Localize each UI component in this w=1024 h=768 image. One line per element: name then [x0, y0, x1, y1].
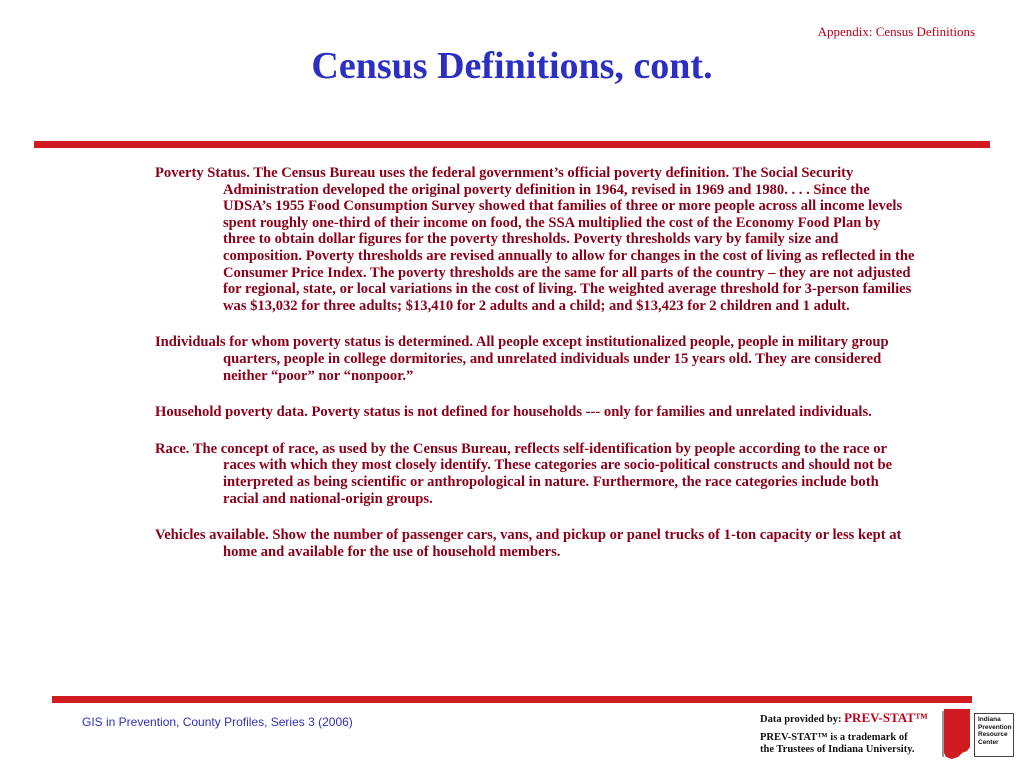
appendix-label: Appendix: Census Definitions [817, 24, 975, 39]
definition-poverty-status: Poverty Status. The Census Bureau uses the federal government’s official poverty definition. The Social Security Administration developed the original poverty definition in 1964, revised in 1969 and 1980. . . . Since the UDSA’s 1955 Food Consumption Survey showed that families of three or more people across all income levels spent roughly one-third of their income on food, the SSA multiplied the cost of the Economy Food Plan by three to obtain dollar figures for the poverty thresholds. Poverty thresholds vary by family size and composition. Poverty thresholds are revised annually to allow for changes in the cost of living as reflected in the Consumer Price Index. The poverty thresholds are the same for all parts of the country – they are not adjusted for regional, state, or local variations in the cost of living. The weighted average threshold for 3-person families was $13,032 for three adults; $13,410 for 2 adults and a child; and $13,423 for 2 children and 1 adult. [155, 165, 915, 314]
logo-text-box [974, 713, 1014, 757]
definition-race: Race. The concept of race, as used by the Census Bureau, reflects self-identification by people according to the race or races with which they most closely identify. These categories are socio-political constructs and should not be interpreted as being scientific or anthropological in nature. Furthermore, the race categories include both racial and national-origin groups. [155, 440, 893, 507]
logo-text-line: Resource [978, 731, 1008, 738]
top-divider [34, 141, 990, 148]
prev-stat-brand: PREV-STAT™ [844, 710, 928, 725]
bottom-divider [52, 696, 972, 703]
iprc-logo [940, 707, 1016, 761]
data-provided-label: Data provided by: [760, 714, 842, 725]
data-credit [760, 710, 940, 756]
definition-household-poverty: Household poverty data. Poverty status is not defined for households --- only for families and unrelated individuals. [155, 404, 872, 421]
definitions-list [155, 165, 915, 580]
definition-vehicles: Vehicles available. Show the number of passenger cars, vans, and pickup or panel trucks of 1-ton capacity or less kept at home and available for the use of household members. [155, 527, 902, 560]
indiana-state-map-icon [940, 707, 974, 761]
page-title: Census Definitions, cont. [311, 45, 713, 87]
definition-individuals: Individuals for whom poverty status is determined. All people except institutionalized people, people in military group quarters, people in college dormitories, and unrelated individuals under 15 years old. They are considered neither “poor” nor “nonpoor.” [155, 334, 889, 384]
series-footer: GIS in Prevention, County Profiles, Series 3 (2006) [82, 715, 353, 729]
logo-text-line: Prevention [978, 723, 1012, 731]
trademark-line-1: PREV-STAT™ is a trademark of [760, 732, 908, 743]
logo-text-line: Center [978, 738, 999, 746]
logo-text-line: Indiana [978, 716, 1001, 723]
trademark-line-2: the Trustees of Indiana University. [760, 744, 915, 755]
